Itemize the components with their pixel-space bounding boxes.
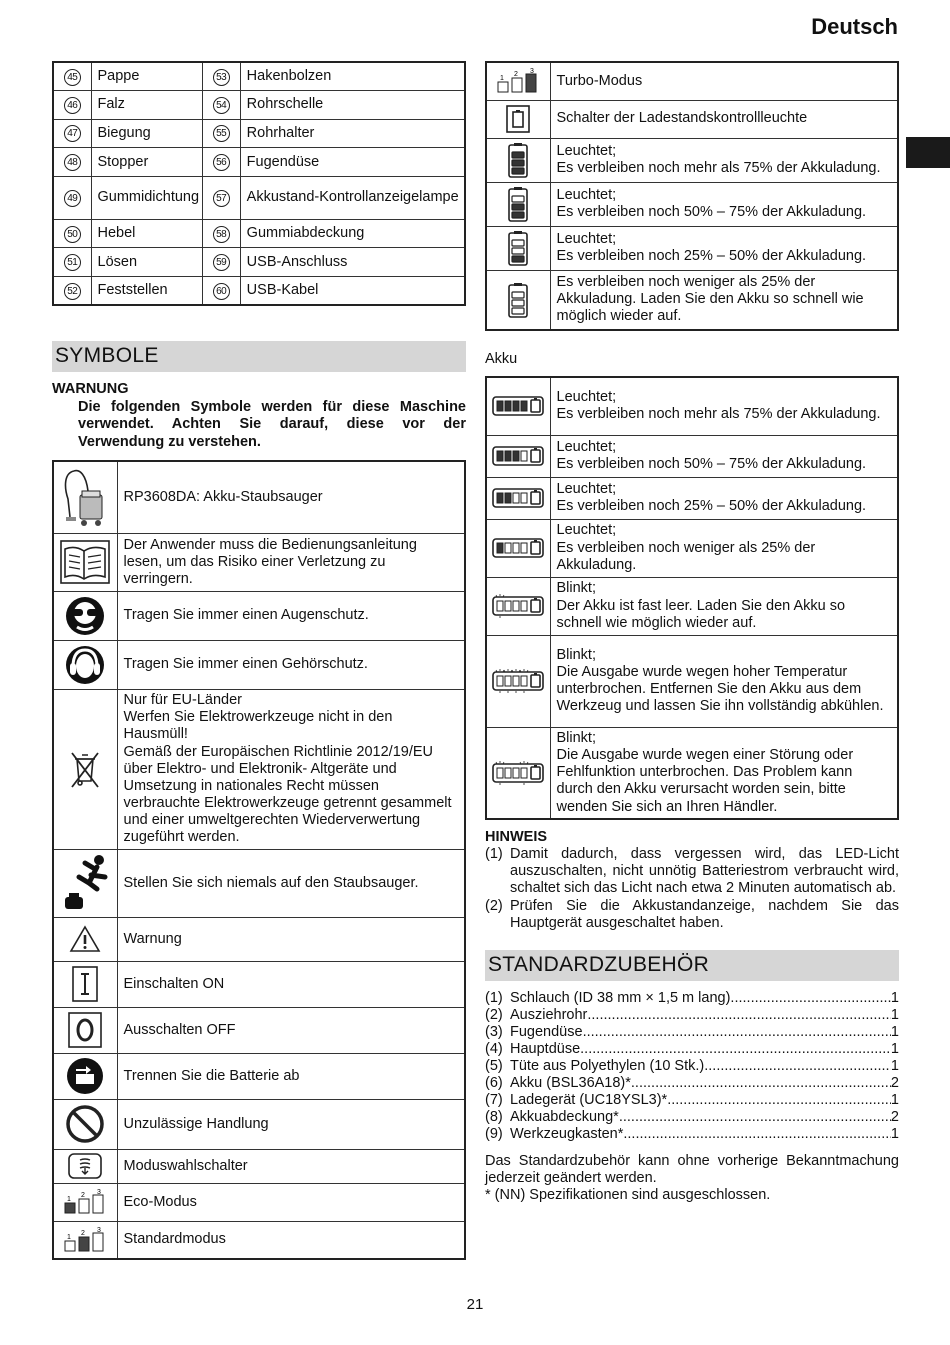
battery-row [486, 435, 898, 477]
hinweis-number: (2) [485, 897, 503, 914]
part-label: USB-Anschluss [240, 248, 465, 277]
battery-blink-all-icon [486, 635, 550, 727]
symbol-row [53, 689, 465, 849]
battery-row [486, 377, 898, 435]
symbol-row [53, 533, 465, 591]
battery-row-text: Leuchtet; Es verbleiben noch 50% – 75% der Akkuladung. [550, 435, 898, 477]
dot-leader [619, 1109, 891, 1126]
symbol-row [53, 461, 465, 533]
crossed-bin-icon [53, 689, 117, 849]
accessory-quantity: 2 [890, 1075, 899, 1092]
part-number: 56 [213, 154, 230, 171]
part-number-cell [202, 248, 240, 277]
svg-text:3: 3 [530, 68, 535, 76]
accessory-number: (1) [485, 989, 503, 1006]
level-1-icon [486, 226, 550, 270]
vacuum-cleaner-icon [53, 461, 117, 533]
symbol-row-text: Tragen Sie immer einen Gehörschutz. [117, 640, 465, 689]
indicator-row-text: Schalter der Ladestandskontrollleuchte [550, 100, 898, 138]
battery-row [486, 577, 898, 635]
accessory-name: Akku (BSL36A18)* [510, 1075, 631, 1092]
part-label: Hakenbolzen [240, 62, 465, 91]
part-number-cell [53, 91, 91, 120]
symbol-row [53, 640, 465, 689]
svg-text:2: 2 [81, 1192, 86, 1200]
dot-leader [730, 990, 891, 1007]
part-label: Rohrhalter [240, 119, 465, 148]
symbol-row-text: Moduswahlschalter [117, 1149, 465, 1183]
battery-row-text: Leuchtet; Es verbleiben noch 25% – 50% der Akkuladung. [550, 477, 898, 519]
accessory-name: Werkzeugkasten* [510, 1126, 624, 1143]
part-label: Hebel [91, 219, 202, 248]
battery-row-text: Leuchtet; Es verbleiben noch weniger als 25% der Akkuladung. [550, 519, 898, 577]
accessory-item [485, 1024, 899, 1041]
accessory-number: (4) [485, 1040, 503, 1057]
symbol-row-text: Einschalten ON [117, 961, 465, 1007]
symbol-row-text: Unzulässige Handlung [117, 1099, 465, 1149]
accessory-quantity: 1 [890, 1040, 899, 1057]
part-number-cell [53, 62, 91, 91]
part-number-cell [53, 277, 91, 306]
standard-mode-icon [53, 1221, 117, 1259]
symbol-row [53, 1053, 465, 1099]
svg-text:2: 2 [514, 71, 519, 79]
hinweis-number: (1) [485, 846, 503, 863]
indicator-row [486, 138, 898, 182]
symbol-row-text: Der Anwender muss die Bedienungsanleitung lesen, um das Risiko einer Verletzung zu verringern. [117, 533, 465, 591]
symbol-row [53, 1183, 465, 1221]
accessory-quantity: 1 [890, 1057, 899, 1074]
part-number-cell [202, 91, 240, 120]
mode-selector-icon [53, 1149, 117, 1183]
eye-protection-icon [53, 591, 117, 640]
eco-mode-icon [53, 1183, 117, 1221]
part-label: Falz [91, 91, 202, 120]
dot-leader [587, 1007, 891, 1024]
part-number: 60 [213, 283, 230, 300]
part-number: 46 [64, 97, 81, 114]
switch-on-icon [53, 961, 117, 1007]
battery-blink-fault-icon [486, 727, 550, 819]
parts-table [52, 61, 466, 306]
battery-row-text: Blinkt; Der Akku ist fast leer. Laden Sie den Akku so schnell wie möglich wieder auf. [550, 577, 898, 635]
part-number-cell [202, 219, 240, 248]
indicator-row-text: Leuchtet; Es verbleiben noch 25% – 50% der Akkuladung. [550, 226, 898, 270]
left-column [52, 61, 466, 1260]
symbol-row [53, 1099, 465, 1149]
part-label: Akkustand-Kontrollanzeigelampe [240, 176, 465, 219]
symbol-row-text: RP3608DA: Akku-Staubsauger [117, 461, 465, 533]
symbol-row [53, 1221, 465, 1259]
accessory-quantity: 1 [890, 1006, 899, 1023]
accessory-number: (7) [485, 1092, 503, 1109]
accessory-number: (5) [485, 1057, 503, 1074]
part-number: 57 [213, 190, 230, 207]
indicator-row [486, 226, 898, 270]
part-number-cell [53, 148, 91, 177]
accessory-quantity: 1 [890, 1126, 899, 1143]
parts-row [53, 219, 465, 248]
accessory-item [485, 1007, 899, 1024]
battery-2-icon [486, 477, 550, 519]
part-number-cell [53, 248, 91, 277]
dot-leader [667, 1092, 891, 1109]
battery-row-text: Blinkt; Die Ausgabe wurde wegen einer Störung oder Fehlfunktion unterbrochen. Das Problem kann durch den Akku verursacht worden sein, bitte wenden Sie sich an Ihren Händler. [550, 727, 898, 819]
warning-text: Die folgenden Symbole werden für diese Maschine verwendet. Achten Sie darauf, diese vor der Verwendung zu verstehen. [78, 399, 466, 450]
symbol-row-text: Warnung [117, 917, 465, 961]
accessory-quantity: 2 [890, 1109, 899, 1126]
svg-text:3: 3 [97, 1189, 102, 1197]
battery-row [486, 519, 898, 577]
svg-text:1: 1 [500, 75, 505, 83]
part-label: Biegung [91, 119, 202, 148]
part-label: Stopper [91, 148, 202, 177]
language-label: Deutsch [811, 14, 898, 39]
accessory-name: Tüte aus Polyethylen (10 Stk.) [510, 1057, 705, 1074]
part-number-cell [53, 219, 91, 248]
level-3-icon [486, 138, 550, 182]
part-label: Feststellen [91, 277, 202, 306]
switch-off-icon [53, 1007, 117, 1053]
hinweis-text: Damit dadurch, dass vergessen wird, das LED-Licht auszuschalten, nicht unnötig Batteriestrom verbraucht wird, schaltet sich das Licht nach etwa 2 Minuten automatisch ab. [510, 846, 899, 897]
accessory-item [485, 1092, 899, 1109]
warning-title: WARNUNG [52, 380, 129, 397]
part-number: 58 [213, 226, 230, 243]
dot-leader [580, 1041, 891, 1058]
part-number: 55 [213, 125, 230, 142]
hinweis-item [485, 846, 899, 897]
accessory-item [485, 1126, 899, 1143]
symbol-row-text: Stellen Sie sich niemals auf den Staubsauger. [117, 849, 465, 917]
hinweis-text: Prüfen Sie die Akkustandanzeige, nachdem Sie das Hauptgerät ausgeschaltet haben. [510, 897, 899, 931]
accessory-item [485, 1075, 899, 1092]
symbols-heading: SYMBOLE [52, 341, 466, 372]
symbol-row-text: Eco-Modus [117, 1183, 465, 1221]
parts-row [53, 91, 465, 120]
accessories-footnote: Das Standardzubehör kann ohne vorherige Bekanntmachung jederzeit geändert werden. [485, 1152, 899, 1186]
part-label: USB-Kabel [240, 277, 465, 306]
dot-leader [704, 1058, 891, 1075]
accessory-number: (9) [485, 1126, 503, 1143]
indicator-row [486, 182, 898, 226]
parts-row [53, 62, 465, 91]
symbol-row [53, 1149, 465, 1183]
accessory-name: Hauptdüse [510, 1040, 581, 1057]
akku-label: Akku [485, 351, 518, 367]
battery-3-icon [486, 435, 550, 477]
dot-leader [631, 1075, 891, 1092]
dot-leader [623, 1126, 891, 1143]
indicator-row [486, 270, 898, 330]
symbol-row-text: Nur für EU-Länder Werfen Sie Elektrowerkzeuge nicht in den Hausmüll! Gemäß der Europäischen Richtlinie 2012/19/EU über Elektro- und Elektronik- Altgeräte und Umsetzung in nationales Recht müssen verbrauchte Elektrowerkzeuge getrennt gesammelt und einer umweltgerechten Wiederverwertung zugeführt werden. [117, 689, 465, 849]
indicator-table [485, 61, 899, 331]
manual-book-icon [53, 533, 117, 591]
symbol-row [53, 1007, 465, 1053]
accessory-item [485, 1109, 899, 1126]
battery-row [486, 635, 898, 727]
indicator-row-text: Es verbleiben noch weniger als 25% der Akkuladung. Laden Sie den Akku so schnell wie möglich wieder auf. [550, 270, 898, 330]
battery-row-text: Blinkt; Die Ausgabe wurde wegen hoher Temperatur unterbrochen. Entfernen Sie den Akku aus dem Werkzeug und lassen Sie ihn vollständig abkühlen. [550, 635, 898, 727]
accessory-name: Akkuabdeckung* [510, 1109, 619, 1126]
svg-text:1: 1 [67, 1233, 72, 1241]
parts-row [53, 277, 465, 306]
symbol-row-text: Ausschalten OFF [117, 1007, 465, 1053]
parts-row [53, 148, 465, 177]
accessory-name: Ladegerät (UC18YSL3)* [510, 1092, 668, 1109]
indicator-row-text: Leuchtet; Es verbleiben noch 50% – 75% der Akkuladung. [550, 182, 898, 226]
hinweis-title: HINWEIS [485, 829, 548, 846]
battery-row [486, 727, 898, 819]
accessories-heading: STANDARDZUBEHÖR [485, 950, 899, 981]
symbol-row-text: Standardmodus [117, 1221, 465, 1259]
part-number: 52 [64, 283, 81, 300]
part-label: Gummiabdeckung [240, 219, 465, 248]
accessory-quantity: 1 [890, 1023, 899, 1040]
part-number: 59 [213, 254, 230, 271]
accessory-number: (2) [485, 1006, 503, 1023]
battery-table [485, 376, 899, 820]
accessory-number: (6) [485, 1075, 503, 1092]
indicator-row-text: Turbo-Modus [550, 62, 898, 100]
part-number: 45 [64, 69, 81, 86]
accessories-footnote-2: * (NN) Spezifikationen sind ausgeschlossen. [485, 1186, 771, 1203]
page-number: 21 [466, 1296, 484, 1313]
part-label: Lösen [91, 248, 202, 277]
language-tab-marker [906, 137, 950, 168]
accessory-item [485, 990, 899, 1007]
dot-leader [583, 1024, 891, 1041]
part-number: 54 [213, 97, 230, 114]
symbol-row [53, 591, 465, 640]
part-number: 49 [64, 190, 81, 207]
accessory-item [485, 1041, 899, 1058]
part-number-cell [202, 119, 240, 148]
disconnect-battery-icon [53, 1053, 117, 1099]
part-label: Gummidichtung [91, 176, 202, 219]
hinweis-item [485, 898, 899, 932]
accessories-list [485, 990, 899, 1144]
warning-triangle-icon [53, 917, 117, 961]
battery-blink-1-icon [486, 577, 550, 635]
accessory-name: Fugendüse [510, 1023, 583, 1040]
prohibited-icon [53, 1099, 117, 1149]
accessory-number: (8) [485, 1109, 503, 1126]
turbo-mode-icon [486, 62, 550, 100]
ear-protection-icon [53, 640, 117, 689]
right-column [485, 61, 899, 1204]
battery-row [486, 477, 898, 519]
svg-text:1: 1 [67, 1196, 72, 1204]
svg-text:3: 3 [97, 1226, 102, 1234]
parts-row [53, 119, 465, 148]
part-number: 53 [213, 69, 230, 86]
part-number: 51 [64, 254, 81, 271]
symbol-row [53, 849, 465, 917]
level-0-icon [486, 270, 550, 330]
part-number-cell [202, 277, 240, 306]
indicator-row-text: Leuchtet; Es verbleiben noch mehr als 75% der Akkuladung. [550, 138, 898, 182]
part-label: Fugendüse [240, 148, 465, 177]
part-number-cell [53, 176, 91, 219]
battery-1-icon [486, 519, 550, 577]
part-number-cell [202, 176, 240, 219]
parts-row [53, 176, 465, 219]
part-number-cell [53, 119, 91, 148]
accessory-name: Schlauch (ID 38 mm × 1,5 m lang) [510, 989, 731, 1006]
hinweis-list [485, 846, 899, 932]
indicator-row [486, 100, 898, 138]
accessory-item [485, 1058, 899, 1075]
symbol-row-text: Trennen Sie die Batterie ab [117, 1053, 465, 1099]
part-number: 47 [64, 125, 81, 142]
battery-row-text: Leuchtet; Es verbleiben noch mehr als 75% der Akkuladung. [550, 377, 898, 435]
no-standing-icon [53, 849, 117, 917]
indicator-row [486, 62, 898, 100]
level-2-icon [486, 182, 550, 226]
parts-row [53, 248, 465, 277]
charge-indicator-switch-icon [486, 100, 550, 138]
symbols-table [52, 460, 466, 1260]
part-number: 48 [64, 154, 81, 171]
svg-text:2: 2 [81, 1229, 86, 1237]
symbol-row [53, 961, 465, 1007]
symbol-row-text: Tragen Sie immer einen Augenschutz. [117, 591, 465, 640]
part-number: 50 [64, 226, 81, 243]
part-label: Rohrschelle [240, 91, 465, 120]
symbol-row [53, 917, 465, 961]
battery-4-icon [486, 377, 550, 435]
accessory-name: Ausziehrohr [510, 1006, 588, 1023]
part-label: Pappe [91, 62, 202, 91]
part-number-cell [202, 62, 240, 91]
accessory-quantity: 1 [890, 1092, 899, 1109]
accessory-number: (3) [485, 1023, 503, 1040]
accessory-quantity: 1 [890, 989, 899, 1006]
part-number-cell [202, 148, 240, 177]
